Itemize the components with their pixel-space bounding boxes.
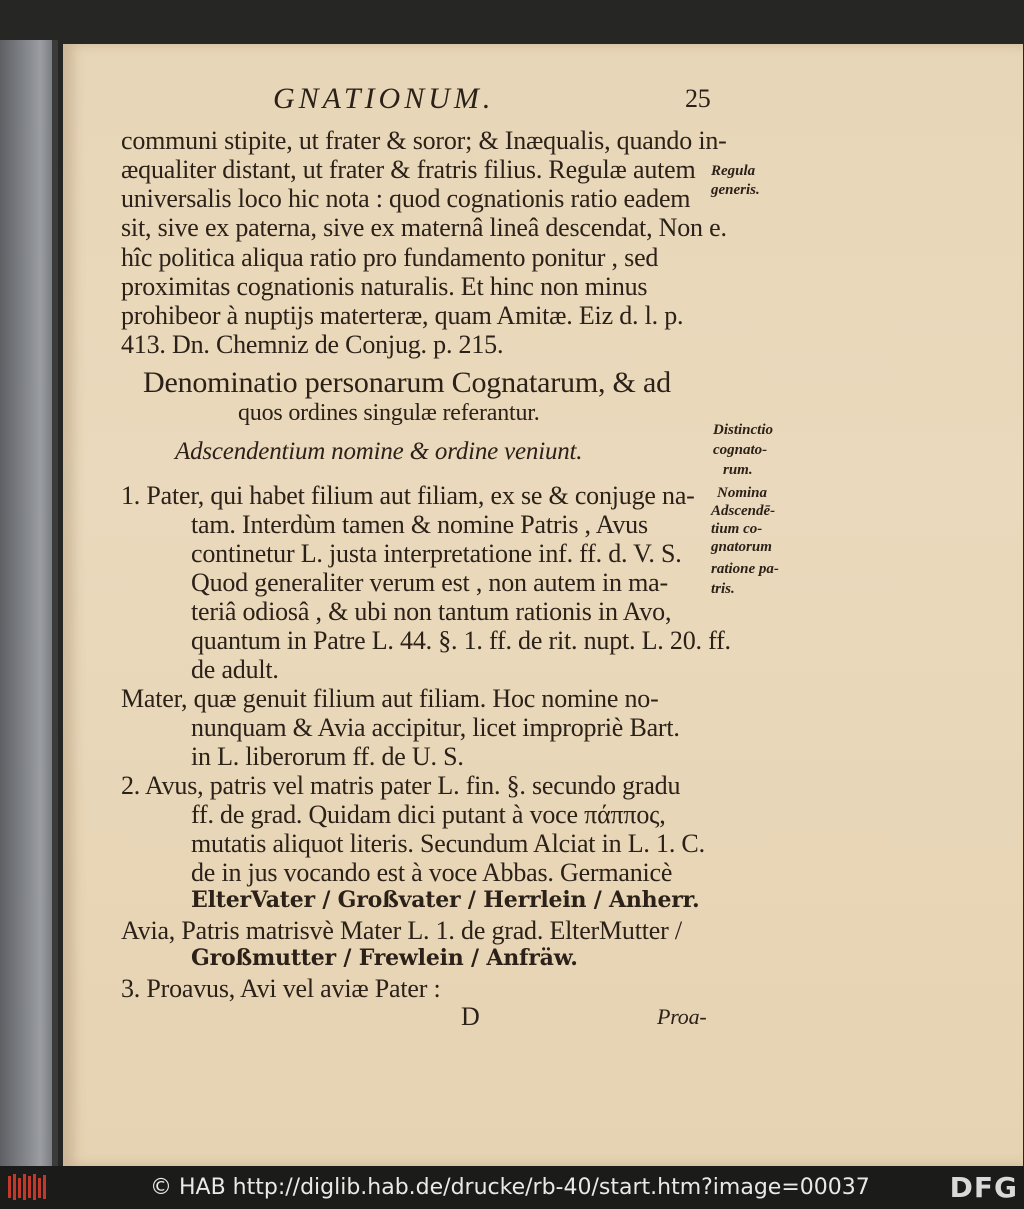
previous-page-edge	[0, 40, 58, 1166]
catchword: Proa-	[657, 1004, 707, 1029]
entry-line: nunquam & Avia accipitur, licet impropriè Bart.	[191, 713, 680, 742]
marginal-note: tris.	[711, 581, 735, 597]
body-line: prohibeor à nuptijs materteræ, quam Amitæ. Eiz d. l. p.	[121, 301, 684, 330]
entry-line: ff. de grad. Quidam dici putant à voce πάππος,	[191, 800, 666, 829]
marginal-note: tium co-	[711, 521, 763, 537]
entry-line: 1. Pater, qui habet filium aut filiam, ex se & conjuge na-	[121, 481, 695, 510]
entry-line: mutatis aliquot literis. Secundum Alciat in L. 1. C.	[191, 829, 705, 858]
scanned-page	[63, 44, 1023, 1166]
entry-line: de adult.	[191, 655, 279, 684]
body-line: proximitas cognationis naturalis. Et hinc non minus	[121, 272, 648, 301]
marginal-note: Nomina	[717, 485, 768, 501]
marginal-note: gnatorum	[711, 539, 772, 555]
section-heading-line2: quos ordines singulæ referantur.	[238, 400, 540, 426]
entry-line: in L. liberorum ff. de U. S.	[191, 742, 464, 771]
entry-line: tam. Interdùm tamen & nomine Patris , Avus	[191, 510, 648, 539]
body-line: communi stipite, ut frater & soror; & Inæqualis, quando in-	[121, 126, 727, 155]
marginal-note: Distinctio	[713, 422, 774, 438]
page-text	[63, 44, 1023, 1166]
entry-line: teriâ odiosâ , & ubi non tantum rationis in Avo,	[191, 597, 672, 626]
entry-line: Mater, quæ genuit filium aut filiam. Hoc nomine no-	[121, 684, 659, 713]
body-line: 413. Dn. Chemniz de Conjug. p. 215.	[121, 330, 504, 359]
subheading: Adscendentium nomine & ordine veniunt.	[175, 438, 583, 465]
entry-line: 2. Avus, patris vel matris pater L. fin. §. secundo gradu	[121, 771, 681, 800]
body-line: æqualiter distant, ut frater & fratris filius. Regulæ autem	[121, 155, 696, 184]
section-heading: Denominatio personarum Cognatarum, & ad	[143, 366, 671, 399]
marginal-note: Adscendē-	[711, 503, 776, 519]
page-number: 25	[685, 84, 711, 113]
marginal-note: ratione pa-	[711, 561, 779, 577]
copyright-url-text: © HAB http://diglib.hab.de/drucke/rb-40/start.htm?image=00037	[150, 1175, 870, 1200]
dfg-logo: DFG	[949, 1171, 1018, 1204]
entry-line: 3. Proavus, Avi vel aviæ Pater :	[121, 974, 441, 1003]
footer-bar	[0, 1166, 1024, 1209]
entry-line: Avia, Patris matrisvè Mater L. 1. de grad. ElterMutter /	[121, 916, 682, 945]
marginal-note: Regula	[711, 163, 756, 179]
entry-line: continetur L. justa interpretatione inf. ff. d. V. S.	[191, 539, 682, 568]
entry-line: quantum in Patre L. 44. §. 1. ff. de rit. nupt. L. 20. ff.	[191, 626, 731, 655]
body-line: hîc politica aliqua ratio pro fundamento ponitur , sed	[121, 243, 659, 272]
entry-line-fraktur: Großmutter / Frewlein / Anfräw.	[191, 945, 578, 971]
marginal-note: cognato-	[713, 442, 768, 458]
entry-line: de in jus vocando est à voce Abbas. Germanicè	[191, 858, 673, 887]
running-head: GNATIONUM.	[273, 82, 495, 115]
marginal-note: rum.	[723, 462, 753, 478]
entry-line: Quod generaliter verum est , non autem in ma-	[191, 568, 668, 597]
hab-logo-icon	[6, 1172, 48, 1202]
body-line: sit, sive ex paterna, sive ex maternâ lineâ descendat, Non e.	[121, 213, 727, 242]
body-line: universalis loco hic nota : quod cognationis ratio eadem	[121, 184, 691, 213]
marginal-note: generis.	[711, 182, 760, 198]
entry-line-fraktur: ElterVater / Großvater / Herrlein / Anherr.	[191, 887, 700, 913]
signature-mark: D	[461, 1002, 480, 1031]
